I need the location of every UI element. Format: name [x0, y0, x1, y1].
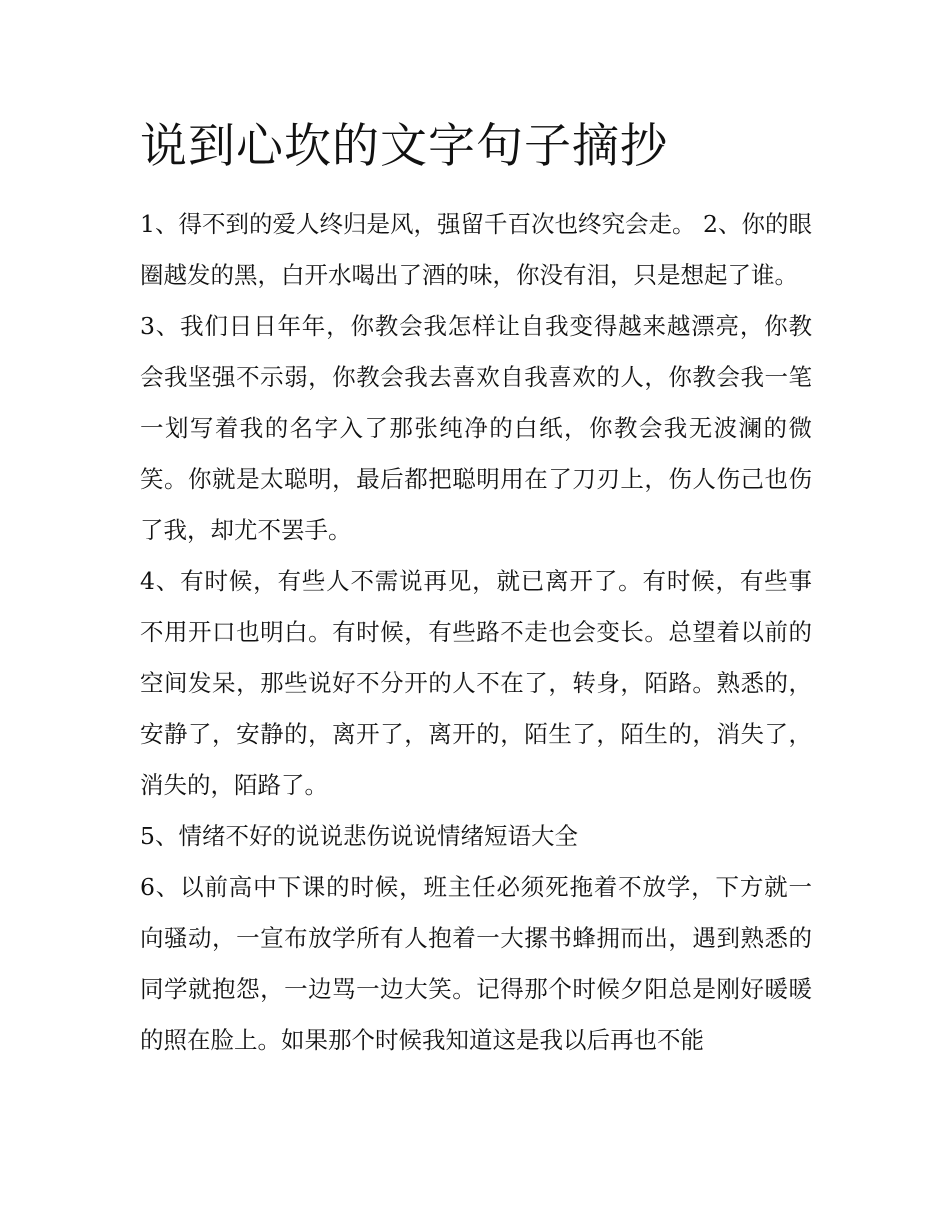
paragraph-list: [140, 199, 812, 1066]
paragraph-5: 5、情绪不好的说说悲伤说说情绪短语大全: [140, 822, 578, 850]
paragraph-3: 3、我们日日年年，你教会我怎样让自我变得越来越漂亮，你教会我坚强不示弱，你教会我去喜欢自我喜欢的人，你教会我一笔一划写着我的名字入了那张纯净的白纸，你教会我无波澜的微笑。你就是太聪明，最后都把聪明用在了刀刃上，伤人伤己也伤了我，却尤不罢手。: [140, 312, 812, 544]
paragraph-1: 1、得不到的爱人终归是风，强留千百次也终究会走。 2、你的眼圈越发的黑，白开水喝出了酒的味，你没有泪，只是想起了谁。: [140, 210, 812, 289]
document-title: 说到心坎的文字句子摘抄: [140, 119, 668, 174]
paragraph-6: 6、以前高中下课的时候，班主任必须死拖着不放学，下方就一向骚动，一宣布放学所有人抱着一大摞书蜂拥而出，遇到熟悉的同学就抱怨，一边骂一边大笑。记得那个时候夕阳总是刚好暖暖的照在脸上。如果那个时候我知道这是我以后再也不能: [140, 873, 812, 1054]
paragraph-4: 4、有时候，有些人不需说再见，就已离开了。有时候，有些事不用开口也明白。有时候，有些路不走也会变长。总望着以前的空间发呆，那些说好不分开的人不在了，转身，陌路。熟悉的，安静了，安静的，离开了，离开的，陌生了，陌生的，消失了，消失的，陌路了。: [140, 567, 812, 799]
document-body: [140, 112, 812, 1066]
